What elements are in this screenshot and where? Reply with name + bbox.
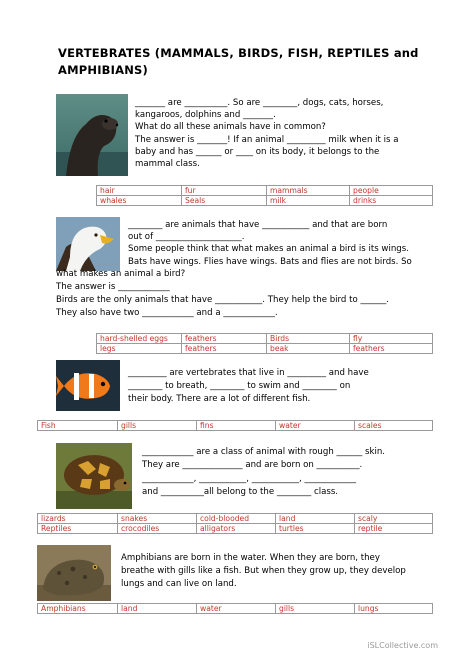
fish-line-3: their body. There are a lot of different fish. (128, 394, 311, 404)
reptiles-line-2: They are ______________ and are born on __________. (142, 460, 363, 470)
word-cell: Fish (38, 421, 118, 431)
turtle-photo (56, 443, 132, 509)
birds-line-7: Birds are the only animals that have ___________. They help the bird to ______. (56, 295, 389, 305)
reptiles-word-bank (37, 513, 433, 534)
word-bank-row (38, 421, 433, 431)
word-bank-row (97, 344, 433, 354)
word-cell: feathers (182, 334, 267, 344)
amphibians-line-2: breathe with gills like a fish. But when they grow up, they develop (121, 566, 406, 576)
word-cell: whales (97, 196, 182, 206)
birds-line-8: They also have two ____________ and a ____________. (56, 308, 278, 318)
word-cell: snakes (118, 514, 197, 524)
word-bank-row (97, 186, 433, 196)
mammals-line-3: What do all these animals have in common? (135, 122, 326, 132)
word-cell: feathers (182, 344, 267, 354)
birds-line-1: ________ are animals that have ___________ and that are born (128, 220, 388, 230)
birds-line-5: what makes an animal a bird? (56, 269, 186, 279)
footer-watermark: iSLCollective.com (367, 641, 438, 650)
word-cell: water (197, 604, 276, 614)
word-cell: fly (350, 334, 433, 344)
birds-line-2: out of ____________________. (128, 232, 245, 242)
clownfish-photo (56, 360, 120, 411)
eagle-photo (56, 217, 120, 271)
fish-word-bank (37, 420, 433, 431)
word-cell: milk (267, 196, 350, 206)
word-cell: land (276, 514, 355, 524)
word-bank-row (97, 334, 433, 344)
amphibians-word-bank (37, 603, 433, 614)
word-cell: hair (97, 186, 182, 196)
fish-line-1: _________ are vertebrates that live in _________ and have (128, 368, 369, 378)
word-bank-row (38, 514, 433, 524)
amphibians-line-1: Amphibians are born in the water. When they are born, they (121, 553, 380, 563)
word-cell: gills (276, 604, 355, 614)
amphibians-line-3: lungs and can live on land. (121, 579, 237, 589)
word-cell: fur (182, 186, 267, 196)
word-cell: drinks (350, 196, 433, 206)
mammals-line-4: The answer is _______! If an animal _________ milk when it is a (135, 135, 399, 145)
word-cell: reptile (355, 524, 433, 534)
word-cell: gills (118, 421, 197, 431)
word-cell: lizards (38, 514, 118, 524)
word-cell: scaly (355, 514, 433, 524)
fish-line-2: ________ to breath, ________ to swim and ________ on (128, 381, 351, 391)
mammals-line-2: kangaroos, dolphins and _______. (135, 110, 276, 120)
word-cell: land (118, 604, 197, 614)
word-cell: Reptiles (38, 524, 118, 534)
word-cell: alligators (197, 524, 276, 534)
reptiles-line-1: ____________ are a class of animal with rough ______ skin. (142, 447, 386, 457)
word-cell: feathers (350, 344, 433, 354)
word-cell: hard-shelled eggs (97, 334, 182, 344)
word-cell: beak (267, 344, 350, 354)
page-title: VERTEBRATES (MAMMALS, BIRDS, FISH, REPTILES and AMPHIBIANS) (58, 46, 419, 77)
word-bank-row (97, 196, 433, 206)
word-cell: crocodiles (118, 524, 197, 534)
word-cell: legs (97, 344, 182, 354)
mammals-line-5: baby and has ______ or ____ on its body, it belongs to the (135, 147, 380, 157)
reptiles-line-3: ____________, ___________, ___________, ____________ (142, 474, 357, 484)
word-cell: cold-blooded (197, 514, 276, 524)
word-cell: scales (355, 421, 433, 431)
mammals-line-1: _______ are __________. So are ________, dogs, cats, horses, (135, 98, 384, 108)
word-cell: turtles (276, 524, 355, 534)
word-cell: fins (197, 421, 276, 431)
word-cell: people (350, 186, 433, 196)
birds-line-4: Bats have wings. Flies have wings. Bats and flies are not birds. So (128, 257, 412, 267)
seal-photo (56, 94, 128, 176)
toad-photo (37, 545, 111, 601)
word-cell: Seals (182, 196, 267, 206)
word-bank-row (38, 524, 433, 534)
word-cell: lungs (355, 604, 433, 614)
word-cell: water (276, 421, 355, 431)
mammals-word-bank (96, 185, 433, 206)
word-cell: mammals (267, 186, 350, 196)
reptiles-line-4: and __________all belong to the ________ class. (142, 487, 339, 497)
word-cell: Amphibians (38, 604, 118, 614)
word-cell: Birds (267, 334, 350, 344)
birds-line-3: Some people think that what makes an animal a bird is its wings. (128, 244, 409, 254)
birds-line-6: The answer is ____________ (56, 282, 170, 292)
word-bank-row (38, 604, 433, 614)
mammals-line-6: mammal class. (135, 159, 200, 169)
birds-word-bank (96, 333, 433, 354)
